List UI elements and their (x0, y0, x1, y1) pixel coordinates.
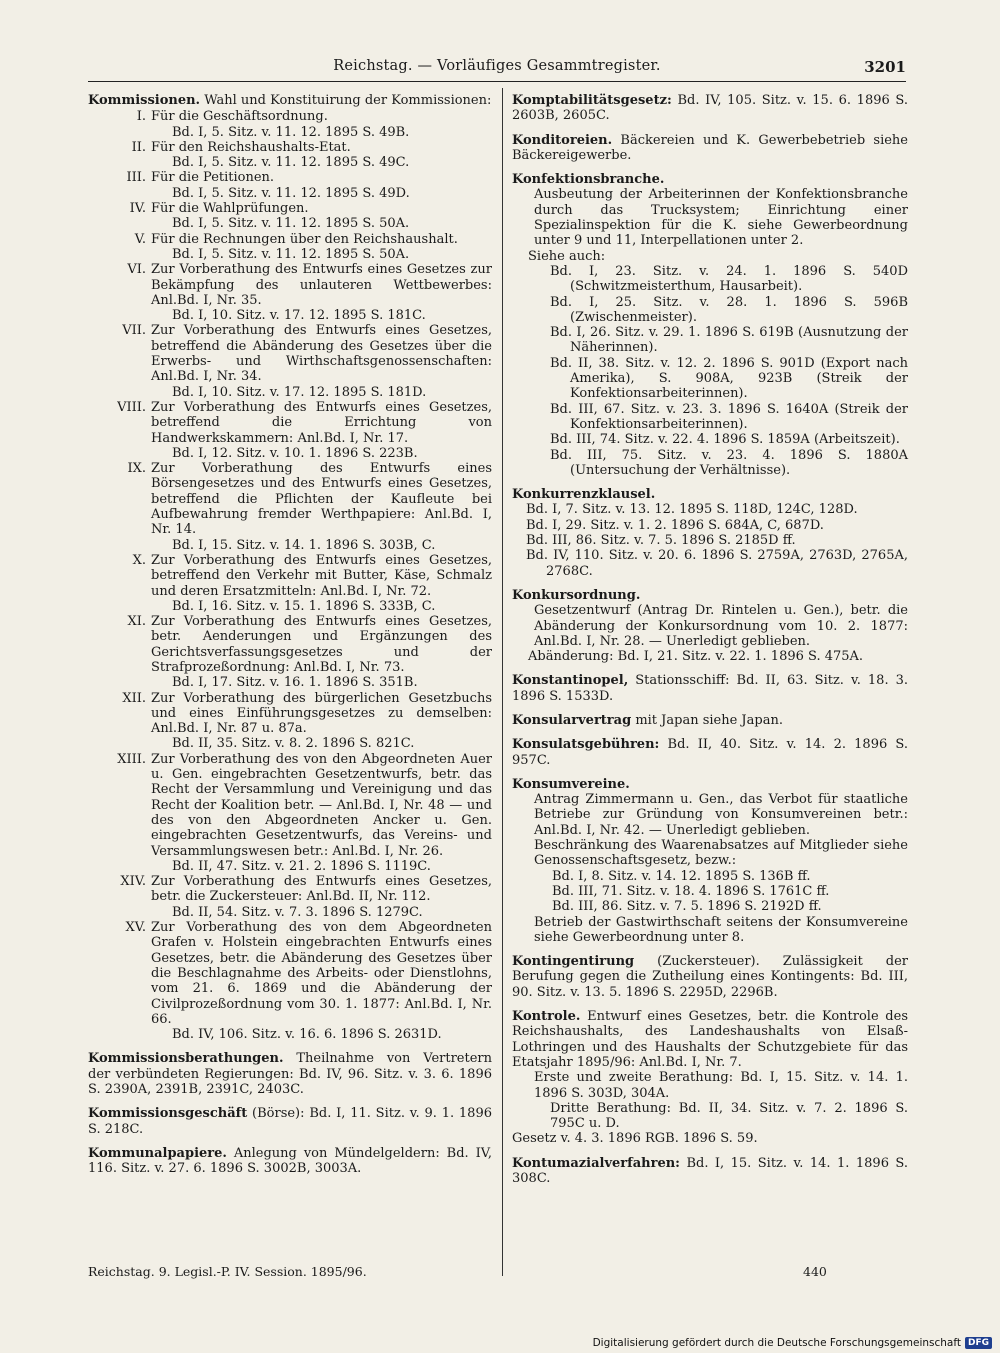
commission-text: Für die Wahlprüfungen. (151, 201, 309, 217)
commission-citation: Bd. I, 12. Sitz. v. 10. 1. 1896 S. 223B. (172, 445, 418, 461)
citation-line: Bd. II, 38. Sitz. v. 12. 2. 1896 S. 901D (Export nach Amerika), S. 908A, 923B (Streik der Konfektionsarbeiterinnen). (550, 355, 908, 402)
commission-text: Zur Vorberathung des von dem Abgeordneten Grafen v. Holstein eingebrachten Entwurfs eines Gesetzes, betr. die Abänderung des Gesetzes über die Beschlagnahme des Arbeits- oder Dienstlohns, vom 21. 6. 1869 und die Abänderung der Civilprozeßordnung vom 30. 1. 1877: Anl.Bd. I, Nr. 66. (151, 920, 492, 1027)
commission-item (88, 461, 492, 537)
citation-line: Bd. III, 74. Sitz. v. 22. 4. 1896 S. 1859A (Arbeitszeit). (550, 432, 900, 448)
entry-text: Entwurf eines Gesetzes, betr. die Kontrole des Reichshaushalts, des Landeshaushalts von Elsaß-Lothringen und des Haushalts der Schutzgebiete für das Etatsjahr 1895/96: Anl.Bd. I, Nr. 7. (512, 1009, 908, 1070)
commission-citation: Bd. II, 35. Sitz. v. 8. 2. 1896 S. 821C. (172, 736, 415, 752)
entry-text: Bd. I, 15. Sitz. v. 14. 1. 1896 S. 308C. (512, 1155, 908, 1186)
entry-heading: Konsumvereine. (512, 776, 630, 792)
entry-heading: Kontingentirung (512, 954, 635, 970)
commission-item (88, 323, 492, 384)
citation-line: Bd. III, 67. Sitz. v. 23. 3. 1896 S. 1640A (Streik der Konfektionsarbeiterinnen). (550, 401, 908, 432)
commission-number: I. (136, 109, 146, 125)
commission-citation: Bd. II, 47. Sitz. v. 21. 2. 1896 S. 1119C. (172, 858, 431, 874)
commission-citation: Bd. I, 5. Sitz. v. 11. 12. 1895 S. 50A. (172, 216, 410, 232)
entry-heading: Konkurrenzklausel. (512, 487, 656, 503)
citation-list (512, 869, 908, 915)
entry-text: Bd. II, 40. Sitz. v. 14. 2. 1896 S. 957C. (512, 737, 908, 768)
commission-text: Zur Vorberathung des Entwurfs eines Gesetzes, betr. die Zuckersteuer: Anl.Bd. II, Nr. 112. (151, 874, 492, 905)
commission-text: Zur Vorberathung des Entwurfs eines Gesetzes, betr. Aenderungen und Ergänzungen des Gerichtsverfassungsgesetzes und der Strafprozeßordnung: Anl.Bd. I, Nr. 73. (151, 614, 492, 675)
entry-heading: Konkursordnung. (512, 587, 641, 603)
citation-line: Bd. III, 71. Sitz. v. 18. 4. 1896 S. 1761C ff. (552, 883, 830, 899)
citation-line: Bd. I, 26. Sitz. v. 29. 1. 1896 S. 619B (Ausnutzung der Näherinnen). (550, 325, 908, 356)
citation-line: Bd. III, 86. Sitz. v. 7. 5. 1896 S. 2192D ff. (552, 899, 822, 915)
citation-line: Bd. I, 29. Sitz. v. 1. 2. 1896 S. 684A, C, 687D. (526, 517, 824, 533)
commission-list (88, 109, 492, 1042)
page-header (88, 58, 906, 78)
right-column (512, 93, 908, 1187)
dfg-credit-text: Digitalisierung gefördert durch die Deutsche Forschungsgemeinschaft (592, 1337, 961, 1349)
commission-number: X. (132, 552, 146, 568)
footer-publication: Reichstag. 9. Legisl.-P. IV. Session. 1895/96. (88, 1264, 367, 1279)
entry-text: Antrag Zimmermann u. Gen., das Verbot für staatliche Betriebe zur Gründung von Konsumvereinen betr.: Anl.Bd. I, Nr. 42. — Unerledigt geblieben. (534, 792, 908, 838)
commission-citation: Bd. I, 15. Sitz. v. 14. 1. 1896 S. 303B, C. (172, 537, 436, 553)
dfg-logo: DFG (965, 1337, 992, 1349)
entry-heading: Kommissionsgeschäft (88, 1106, 248, 1122)
entry-text: Betrieb der Gastwirthschaft seitens der Konsumvereine siehe Gewerbeordnung unter 8. (534, 914, 908, 945)
entry-kontingentirung (512, 954, 908, 1000)
commission-number: XV. (125, 920, 146, 936)
commission-number: XIV. (120, 874, 146, 890)
running-title: Reichstag. — Vorläufiges Gesammtregister. (333, 58, 661, 74)
citation-list (512, 502, 908, 578)
commission-number: VI. (127, 262, 146, 278)
entry-text: Abänderung: Bd. I, 21. Sitz. v. 22. 1. 1896 S. 475A. (528, 649, 864, 665)
entry-text: Bäckereien und K. Gewerbebetrieb siehe Bäckereigewerbe. (512, 132, 908, 163)
citation-line: Bd. IV, 110. Sitz. v. 20. 6. 1896 S. 2759A, 2763D, 2765A, 2768C. (526, 548, 908, 579)
commission-item (88, 920, 492, 1027)
commission-text: Zur Vorberathung des von den Abgeordneten Auer u. Gen. eingebrachten Gesetzentwurfs, betr. das Recht der Versammlung und Vereinigung und das Recht der Koalition betr. — Anl.Bd. I, Nr. 48 — und des von den Abgeordneten Ancker u. Gen. eingebrachten Gesetzentwurfs, das Vereins- und Versammlungswesen betr.: Anl.Bd. I, Nr. 26. (151, 751, 492, 859)
commission-number: II. (131, 139, 146, 155)
entry-heading: Kommissionen. (88, 93, 201, 108)
entry-text: mit Japan siehe Japan. (635, 712, 783, 728)
entry-konditoreien (512, 133, 908, 164)
commission-text: Für die Petitionen. (151, 170, 275, 186)
citation-line: Bd. I, 23. Sitz. v. 24. 1. 1896 S. 540D (Schwitzmeisterthum, Hausarbeit). (550, 263, 908, 295)
entry-text: Stationsschiff: Bd. II, 63. Sitz. v. 18. 3. 1896 S. 1533D. (512, 673, 908, 704)
entry-heading: Kontrole. (512, 1009, 581, 1025)
commission-item (88, 170, 492, 185)
commission-text: Zur Vorberathung des Entwurfs eines Gesetzes, betreffend den Verkehr mit Butter, Käse, Schmalz und deren Ersatzmitteln: Anl.Bd. I, Nr. 72. (151, 552, 492, 599)
entry-kontumazialverfahren (512, 1156, 908, 1187)
commission-item (88, 262, 492, 308)
commission-number: IX. (127, 461, 146, 477)
entry-text: (Zuckersteuer). Zulässigkeit der Berufung gegen die Zutheilung eines Kontingents: Bd. III, 90. Sitz. v. 13. 5. 1896 S. 2295D, 2296B. (512, 954, 909, 1000)
commission-text: Zur Vorberathung des Entwurfs eines Gesetzes, betreffend die Abänderung des Gesetzes über die Erwerbs- und Wirthschaftsgenossenschaften: Anl.Bd. I, Nr. 34. (151, 323, 492, 385)
commission-number: VIII. (117, 399, 146, 415)
commission-item (88, 691, 492, 737)
entry-heading: Komptabilitätsgesetz: (512, 93, 672, 108)
entry-konsumvereine (512, 777, 908, 945)
page-number: 3201 (864, 58, 906, 76)
citation-list (512, 264, 908, 478)
commission-citation: Bd. I, 16. Sitz. v. 15. 1. 1896 S. 333B, C. (172, 598, 436, 614)
entry-text: (Börse): Bd. I, 11. Sitz. v. 9. 1. 1896 S. 218C. (88, 1106, 492, 1137)
commission-citation: Bd. I, 10. Sitz. v. 17. 12. 1895 S. 181D. (172, 384, 427, 400)
entry-komptabilitaetsgesetz (512, 93, 908, 124)
commission-item (88, 201, 492, 216)
entry-text: Beschränkung des Waarenabsatzes auf Mitglieder siehe Genossenschaftsgesetz, bezw.: (534, 838, 908, 869)
commission-item (88, 614, 492, 675)
entry-text: Wahl und Konstituirung der Kommissionen: (204, 93, 492, 108)
commission-citation: Bd. IV, 106. Sitz. v. 16. 6. 1896 S. 2631D. (172, 1027, 442, 1043)
entry-heading: Konstantinopel, (512, 673, 629, 689)
commission-item (88, 109, 492, 124)
footer-sheet-number: 440 (803, 1264, 827, 1279)
commission-citation: Bd. I, 5. Sitz. v. 11. 12. 1895 S. 49D. (172, 185, 410, 201)
header-rule (88, 81, 906, 82)
commission-item (88, 232, 492, 247)
entry-konsularvertrag (512, 713, 908, 728)
commission-text: Für die Rechnungen über den Reichshaushalt. (151, 231, 458, 247)
entry-text: Bd. IV, 105. Sitz. v. 15. 6. 1896 S. 2603B, 2605C. (512, 93, 908, 124)
dfg-credit (593, 1337, 992, 1349)
entry-text: Anlegung von Mündelgeldern: Bd. IV, 116. Sitz. v. 27. 6. 1896 S. 3002B, 3003A. (88, 1145, 492, 1177)
commission-number: III. (126, 170, 146, 186)
commission-citation: Bd. I, 17. Sitz. v. 16. 1. 1896 S. 351B. (172, 675, 418, 691)
commission-text: Für den Reichshaushalts-Etat. (151, 139, 351, 155)
commission-item (88, 752, 492, 859)
commission-item (88, 400, 492, 446)
entry-heading: Konsulatsgebühren: (512, 737, 660, 753)
commission-citation: Bd. II, 54. Sitz. v. 7. 3. 1896 S. 1279C. (172, 904, 423, 920)
entry-text: Ausbeutung der Arbeiterinnen der Konfektionsbranche durch das Trucksystem; Einrichtung einer Spezialinspektion für die K. siehe Gewerbeordnung unter 9 und 11, Interpellationen unter 2. (534, 187, 908, 249)
commission-number: VII. (122, 323, 146, 339)
entry-heading: Kommissionsberathungen. (88, 1051, 284, 1067)
column-divider (502, 88, 503, 1276)
citation-line: Bd. III, 75. Sitz. v. 23. 4. 1896 S. 1880A (Untersuchung der Verhältnisse). (550, 447, 908, 478)
citation-line: Bd. I, 8. Sitz. v. 14. 12. 1895 S. 136B ff. (552, 868, 811, 884)
commission-number: XIII. (117, 751, 146, 767)
commission-text: Für die Geschäftsordnung. (151, 109, 328, 125)
commission-number: XI. (127, 614, 146, 630)
entry-text: Gesetzentwurf (Antrag Dr. Rintelen u. Gen.), betr. die Abänderung der Konkursordnung vom 10. 2. 1877: Anl.Bd. I, Nr. 28. — Unerledigt geblieben. (534, 603, 908, 649)
entry-text: Erste und zweite Berathung: Bd. I, 15. Sitz. v. 14. 1. 1896 S. 303D, 304A. (534, 1070, 908, 1101)
entry-kommissionsberathungen (88, 1051, 492, 1097)
commission-citation: Bd. I, 10. Sitz. v. 17. 12. 1895 S. 181C. (172, 308, 426, 324)
entry-heading: Konfektionsbranche. (512, 172, 665, 188)
siehe-auch-label: Siehe auch: (528, 248, 606, 264)
entry-konsulatsgebuehren (512, 737, 908, 768)
commission-text: Zur Vorberathung des Entwurfs eines Börsengesetzes und des Entwurfs eines Gesetzes, betreffend die Pflichten der Kaufleute bei Aufbewahrung fremder Werthpapiere: Anl.Bd. I, Nr. 14. (151, 461, 492, 538)
commission-text: Zur Vorberathung des Entwurfs eines Gesetzes zur Bekämpfung des unlauteren Wettbewerbes: Anl.Bd. I, Nr. 35. (151, 262, 492, 308)
entry-heading: Konditoreien. (512, 132, 613, 148)
entry-text: Gesetz v. 4. 3. 1896 RGB. 1896 S. 59. (512, 1131, 758, 1147)
commission-item (88, 553, 492, 599)
entry-kommunalpapiere (88, 1146, 492, 1177)
commission-text: Zur Vorberathung des bürgerlichen Gesetzbuchs und eines Einführungsgesetzes zu demselben: Anl.Bd. I, Nr. 87 u. 87a. (151, 690, 492, 737)
citation-line: Bd. I, 7. Sitz. v. 13. 12. 1895 S. 118D, 124C, 128D. (526, 502, 858, 518)
entry-konkurrenzklausel (512, 487, 908, 579)
entry-heading: Kontumazialverfahren: (512, 1155, 680, 1171)
left-column (88, 93, 492, 1177)
commission-item (88, 874, 492, 905)
entry-heading: Konsularvertrag (512, 712, 632, 728)
citation-line: Bd. III, 86. Sitz. v. 7. 5. 1896 S. 2185D ff. (526, 533, 796, 549)
entry-konkursordnung (512, 588, 908, 664)
entry-kommissionsgeschaeft (88, 1106, 492, 1137)
commission-number: IV. (129, 201, 146, 217)
entry-kontrole (512, 1009, 908, 1147)
commission-item (88, 140, 492, 155)
entry-kommissionen (88, 93, 492, 108)
commission-citation: Bd. I, 5. Sitz. v. 11. 12. 1895 S. 49C. (172, 155, 410, 171)
entry-text: Dritte Berathung: Bd. II, 34. Sitz. v. 7. 2. 1896 S. 795C u. D. (550, 1100, 908, 1132)
commission-text: Zur Vorberathung des Entwurfs eines Gesetzes, betreffend die Errichtung von Handwerkskammern: Anl.Bd. I, Nr. 17. (151, 399, 492, 446)
commission-number: V. (134, 231, 146, 247)
commission-citation: Bd. I, 5. Sitz. v. 11. 12. 1895 S. 49B. (172, 124, 410, 140)
commission-citation: Bd. I, 5. Sitz. v. 11. 12. 1895 S. 50A. (172, 246, 410, 262)
commission-number: XII. (122, 690, 146, 706)
entry-text: Theilnahme von Vertretern der verbündeten Regierungen: Bd. IV, 96. Sitz. v. 3. 6. 1896 S. 2390A, 2391B, 2391C, 2403C. (88, 1051, 492, 1097)
entry-heading: Kommunalpapiere. (88, 1145, 227, 1161)
citation-line: Bd. I, 25. Sitz. v. 28. 1. 1896 S. 596B (Zwischenmeister). (550, 294, 908, 325)
entry-konfektionsbranche (512, 172, 908, 478)
entry-konstantinopel (512, 673, 908, 704)
